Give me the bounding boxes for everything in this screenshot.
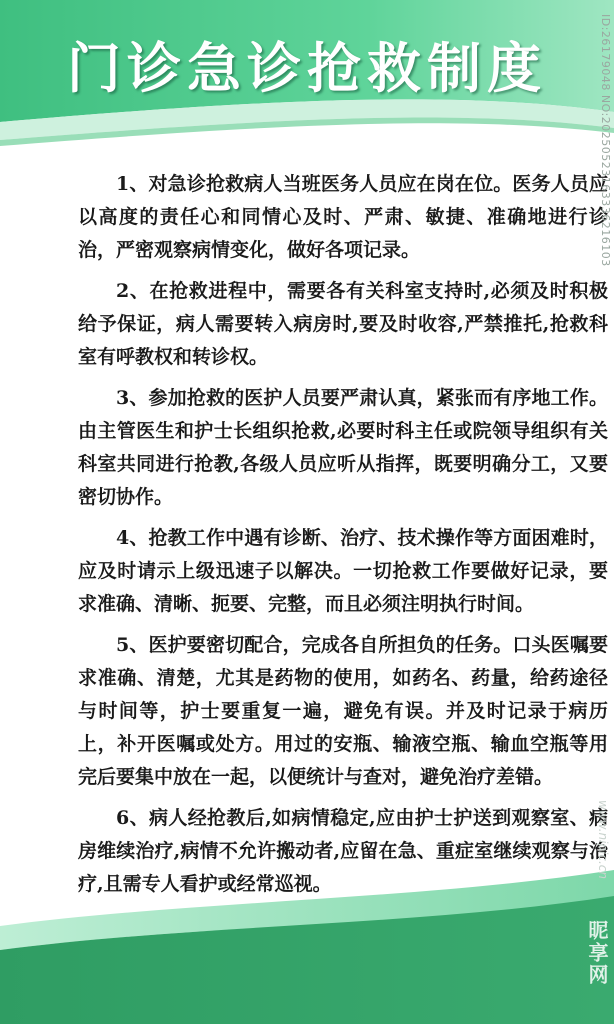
regulation-item-5: 5、医护要密切配合，完成各自所担负的任务。口头医嘱要求准确、清楚，尤其是药物的使用，如药名、药量，给药途径与时间等，护士要重复一遍，避免有误。并及时记录于病历上，补开医嘱或处方。用过的安瓶、输液空瓶、输血空瓶等用完后要集中放在一起，以便统计与查对，避免治疗差错。: [78, 634, 608, 788]
regulation-item-6: 6、病人经抢教后,如病情稳定,应由护士护送到观察室、病房维续治疗,病情不允许搬动者,应留在急、重症室继续观察与治疗,且需专人看护或经常巡视。: [78, 807, 608, 895]
regulation-body: [78, 168, 608, 909]
regulation-item-2: 2、在抢救进程中，需要各有关科室支持时,必须及时积极给予保证，病人需要转入病房时,要及时收容,严禁推托,抢救科室有呼教权和转诊权。: [78, 280, 608, 368]
regulation-item-4: 4、抢教工作中遇有诊断、治疗、技术操作等方面困难时，应及时请示上级迅速子以解决。一切抢救工作要做好记录，要求准确、清晰、扼要、完整，而且必须注明执行时间。: [78, 527, 608, 615]
regulation-item-1: 1、对急诊抢救病人当班医务人员应在岗在位。医务人员应以高度的责任心和同情心及时、严肃、敏捷、准确地进行诊治，严密观察病情变化，做好各项记录。: [78, 173, 608, 261]
regulation-item-3: 3、参加抢救的医护人员要严肃认真，紧张而有序地工作。由主管医生和护士长组织抢救,必要时科主任或院领导组织有关科室共同进行抢教,各级人员应听从指挥，既要明确分工，又要密切协作。: [78, 387, 608, 508]
watermark-logo: 昵享网: [585, 920, 609, 986]
site-watermark: www.nipic.cn: [596, 800, 610, 879]
image-id-text: ID:26179048 NO:20250523163336216103: [599, 14, 612, 267]
page-title: 门诊急诊抢救制度: [67, 36, 547, 100]
